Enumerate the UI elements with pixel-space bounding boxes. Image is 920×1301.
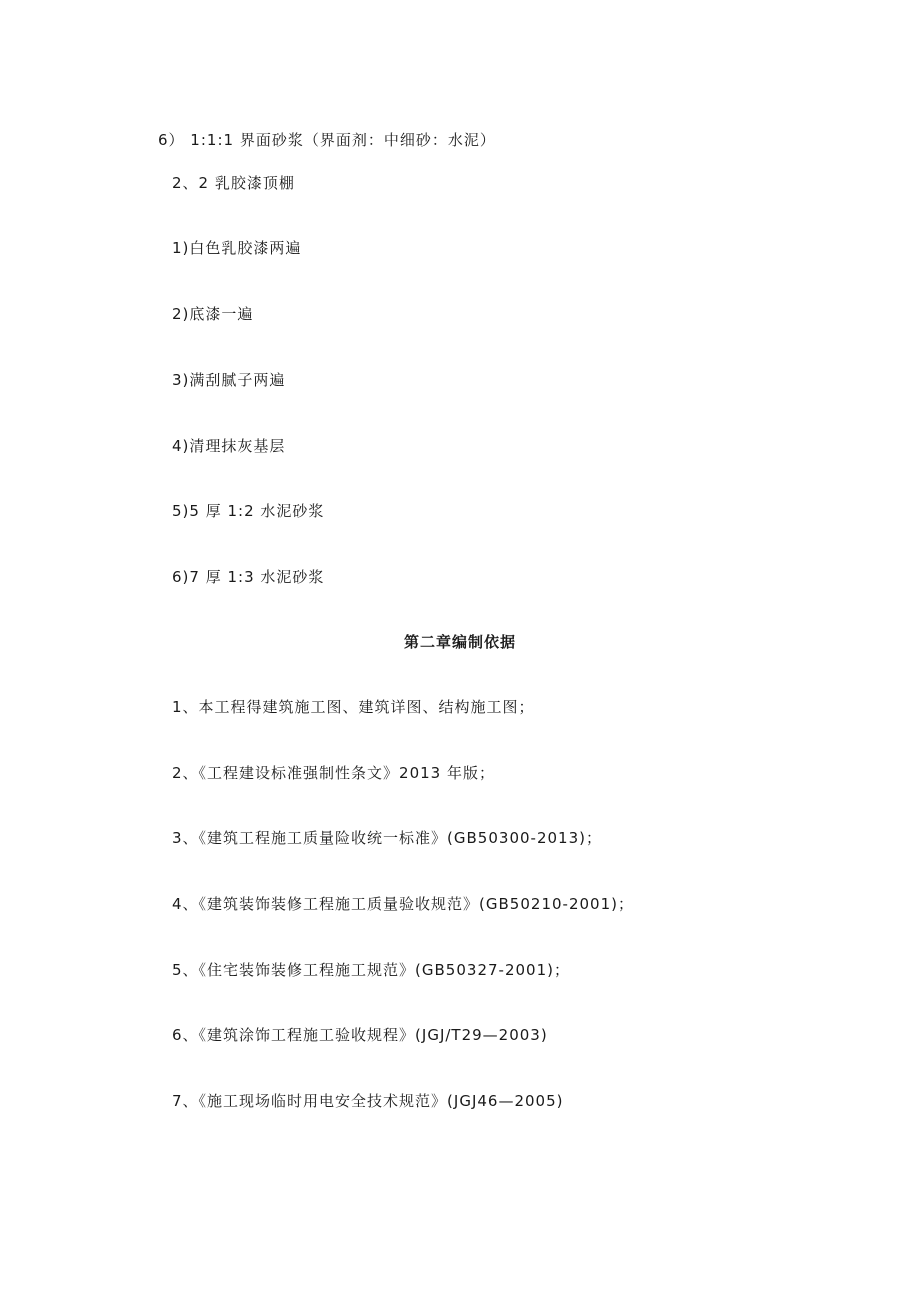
basis-item-7: 7、《施工现场临时用电安全技术规范》(JGJ46—2005): [172, 1092, 564, 1110]
basis-item-5: 5、《住宅装饰装修工程施工规范》(GB50327-2001)；: [172, 961, 570, 979]
basis-item-3: 3、《建筑工程施工质量险收统一标准》(GB50300-2013)；: [172, 829, 602, 847]
basis-item-4: 4、《建筑装饰装修工程施工质量验收规范》(GB50210-2001)；: [172, 895, 634, 913]
basis-item-1: 1、本工程得建筑施工图、建筑详图、结构施工图；: [172, 698, 535, 716]
ceiling-step-3: 3)满刮腻子两遍: [172, 371, 286, 389]
mortar-item-6: 6） 1:1:1 界面砂浆（界面剂：中细砂：水泥）: [158, 131, 496, 149]
ceiling-step-1: 1)白色乳胶漆两遍: [172, 239, 302, 257]
basis-item-6: 6、《建筑涂饰工程施工验收规程》(JGJ/T29—2003): [172, 1026, 548, 1044]
ceiling-step-6: 6)7 厚 1:3 水泥砂浆: [172, 568, 325, 586]
subheading-latex-ceiling: 2、2 乳胶漆顶棚: [172, 174, 295, 192]
basis-item-2: 2、《工程建设标准强制性条文》2013 年版；: [172, 764, 495, 782]
ceiling-step-4: 4)清理抹灰基层: [172, 437, 286, 455]
chapter-title: 第二章编制依据: [403, 633, 516, 651]
ceiling-step-5: 5)5 厚 1:2 水泥砂浆: [172, 502, 325, 520]
ceiling-step-2: 2)底漆一遍: [172, 305, 254, 323]
